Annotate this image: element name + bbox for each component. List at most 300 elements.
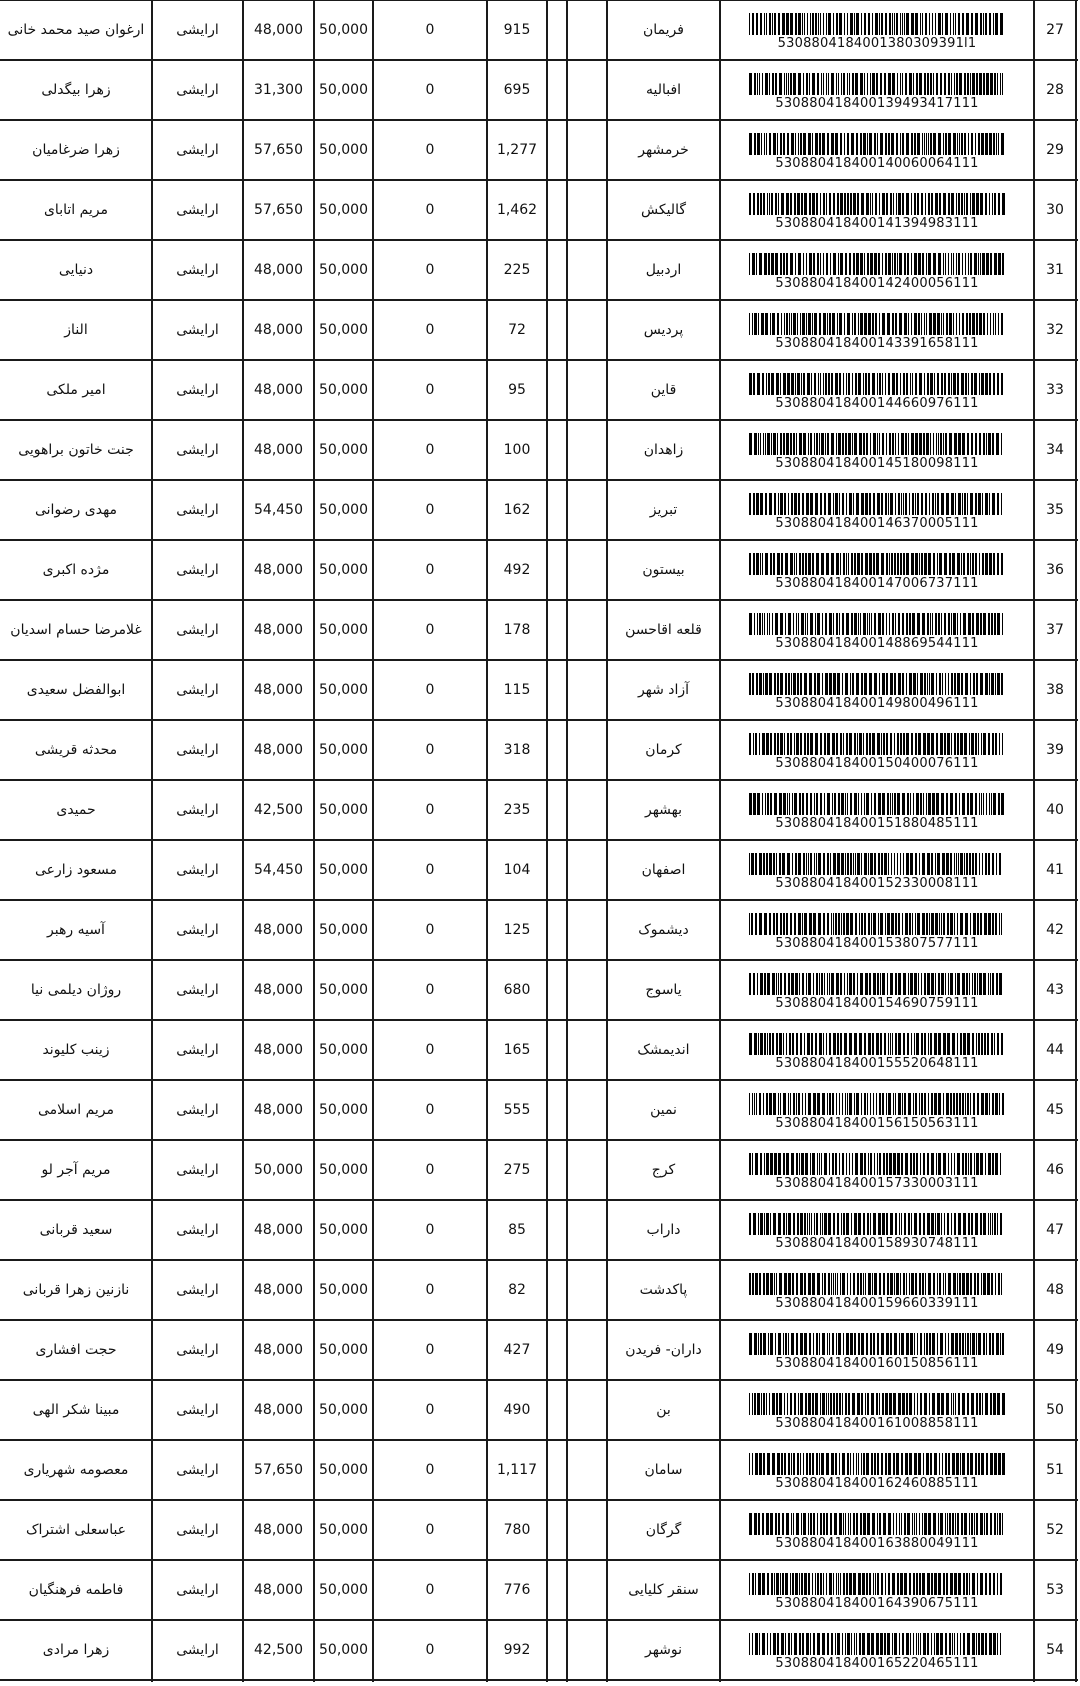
cell-amount: 48,000 [254,1402,303,1418]
cell-category: ارایشی [176,622,219,638]
cell-amount: 57,650 [254,1462,303,1478]
cell-qty: 915 [503,22,531,38]
cell-barcode [720,1020,1034,1080]
barcode-number: 530880418400154690759111 [775,996,979,1011]
barcode-bars [749,1093,1005,1115]
cell-col-b [547,1620,567,1680]
cell-barcode [720,1260,1034,1320]
barcode-bars [749,913,1005,935]
cell-no: 42 [1046,922,1064,938]
cell-zero: 0 [425,562,435,578]
cell-barcode [720,780,1034,840]
cell-no: 43 [1046,982,1064,998]
cell-barcode [720,1500,1034,1560]
barcode-number: 530880418400161008858111 [775,1416,979,1431]
barcode-bars [749,133,1005,155]
barcode-bars [749,13,1005,35]
cell-name: حمیدی [56,802,96,818]
barcode-bars [749,793,1005,815]
cell-col-a [567,1200,607,1260]
cell-price: 50,000 [319,922,368,938]
cell-category: ارایشی [176,742,219,758]
cell-name: عباسعلی اشتراک [25,1522,127,1538]
cell-qty: 680 [503,982,531,998]
barcode-number: 530880418400139493417111 [775,96,979,111]
cell-price: 50,000 [319,982,368,998]
cell-amount: 48,000 [254,982,303,998]
barcode-bars [749,733,1005,755]
barcode-bars [749,853,1005,875]
cell-col-a [567,300,607,360]
cell-amount: 48,000 [254,742,303,758]
cell-no: 54 [1046,1642,1064,1658]
cell-city: گرگان [645,1522,682,1538]
cell-category: ارایشی [176,262,219,278]
cell-price: 50,000 [319,1342,368,1358]
cell-col-a [567,660,607,720]
cell-name: مسعود زارعی [34,862,118,878]
cell-price: 50,000 [319,1162,368,1178]
barcode-bars [749,1153,1005,1175]
table-row [0,180,1078,240]
cell-qty: 125 [503,922,531,938]
cell-col-a [567,480,607,540]
cell-amount: 48,000 [254,1222,303,1238]
cell-no: 35 [1046,502,1064,518]
cell-amount: 48,000 [254,382,303,398]
table-row [0,240,1078,300]
cell-col-a [567,60,607,120]
cell-category: ارایشی [176,862,219,878]
barcode-bars [749,73,1005,95]
cell-amount: 57,650 [254,142,303,158]
cell-city: سامان [644,1462,683,1478]
barcode-bars [749,1573,1005,1595]
table-row [0,360,1078,420]
cell-category: ارایشی [176,1342,219,1358]
table-row [0,780,1078,840]
cell-col-a [567,1500,607,1560]
barcode-bars [749,373,1005,395]
barcode-number: 530880418400142400056111 [775,276,979,291]
table-row [0,540,1078,600]
cell-barcode [720,240,1034,300]
cell-name: زهرا مرادی [42,1642,110,1658]
cell-col-b [547,840,567,900]
cell-barcode [720,600,1034,660]
cell-amount: 48,000 [254,442,303,458]
cell-price: 50,000 [319,622,368,638]
barcode-number: 530880418400156150563111 [775,1116,979,1131]
cell-price: 50,000 [319,1282,368,1298]
cell-city: بیستون [642,562,685,578]
cell-col-b [547,960,567,1020]
barcode-number: 530880418400158930748111 [775,1236,979,1251]
cell-col-a [567,720,607,780]
cell-city: بن [656,1402,671,1418]
cell-amount: 48,000 [254,1102,303,1118]
cell-category: ارایشی [176,142,219,158]
cell-col-b [547,1560,567,1620]
cell-barcode [720,0,1034,60]
cell-name: نازنین زهرا قربانی [22,1282,130,1298]
cell-qty: 225 [503,262,531,278]
cell-no: 37 [1046,622,1064,638]
cell-no: 45 [1046,1102,1064,1118]
cell-price: 50,000 [319,1462,368,1478]
cell-barcode [720,180,1034,240]
cell-qty: 82 [508,1282,526,1298]
barcode-bars [749,673,1005,695]
cell-price: 50,000 [319,1222,368,1238]
cell-barcode [720,900,1034,960]
cell-category: ارایشی [176,802,219,818]
table-row [0,0,1078,60]
cell-name: زینب کلیوند [42,1042,110,1058]
cell-amount: 54,450 [254,862,303,878]
cell-price: 50,000 [319,22,368,38]
cell-zero: 0 [425,442,435,458]
cell-city: داراب [646,1222,681,1238]
cell-no: 49 [1046,1342,1064,1358]
cell-col-a [567,1080,607,1140]
cell-price: 50,000 [319,562,368,578]
table-row [0,900,1078,960]
cell-barcode [720,1620,1034,1680]
barcode-number: 530880418400146370005111 [775,516,979,531]
cell-qty: 780 [503,1522,531,1538]
cell-name: فاطمه فرهنگیان [28,1582,124,1598]
cell-amount: 48,000 [254,1522,303,1538]
cell-col-a [567,780,607,840]
cell-category: ارایشی [176,1222,219,1238]
cell-col-b [547,720,567,780]
cell-category: ارایشی [176,1582,219,1598]
barcode-bars [749,253,1005,275]
cell-no: 33 [1046,382,1064,398]
cell-zero: 0 [425,382,435,398]
cell-name: زهرا بیگدلی [41,82,111,98]
cell-amount: 48,000 [254,1342,303,1358]
cell-zero: 0 [425,1342,435,1358]
cell-col-b [547,540,567,600]
cell-col-a [567,1320,607,1380]
table-row [0,1020,1078,1080]
cell-col-a [567,420,607,480]
cell-zero: 0 [425,1042,435,1058]
cell-name: مریم اسلامی [37,1102,115,1118]
cell-zero: 0 [425,142,435,158]
cell-no: 50 [1046,1402,1064,1418]
barcode-bars [749,1453,1005,1475]
cell-qty: 165 [503,1042,531,1058]
cell-barcode [720,1320,1034,1380]
cell-barcode [720,360,1034,420]
cell-price: 50,000 [319,142,368,158]
barcode-number: 530880418400165220465111 [775,1656,979,1671]
cell-price: 50,000 [319,1102,368,1118]
cell-zero: 0 [425,622,435,638]
cell-category: ارایشی [176,382,219,398]
table-row [0,1560,1078,1620]
cell-city: نمین [650,1102,677,1118]
cell-col-a [567,1560,607,1620]
cell-amount: 48,000 [254,262,303,278]
cell-city: زاهدان [643,442,684,458]
cell-qty: 1,462 [496,202,538,218]
table-row [0,720,1078,780]
cell-col-b [547,600,567,660]
cell-category: ارایشی [176,1462,219,1478]
cell-category: ارایشی [176,322,219,338]
cell-zero: 0 [425,802,435,818]
cell-no: 44 [1046,1042,1064,1058]
cell-price: 50,000 [319,1522,368,1538]
cell-amount: 48,000 [254,1042,303,1058]
cell-city: تبریز [649,502,678,518]
cell-col-b [547,1380,567,1440]
cell-col-a [567,240,607,300]
table-row [0,1500,1078,1560]
table-row [0,960,1078,1020]
cell-name: آسیه رهبر [47,922,105,938]
cell-category: ارایشی [176,502,219,518]
cell-no: 38 [1046,682,1064,698]
cell-col-a [567,0,607,60]
barcode-number: 530880418400153807577111 [775,936,979,951]
cell-barcode [720,420,1034,480]
cell-col-a [567,1020,607,1080]
cell-city: یاسوج [645,982,682,998]
cell-amount: 50,000 [254,1162,303,1178]
cell-city: افبالیه [645,82,682,98]
barcode-number: 530880418400155520648111 [775,1056,979,1071]
cell-city: خرمشهر [638,142,689,158]
cell-no: 36 [1046,562,1064,578]
barcode-number: 530880418400151880485111 [775,816,979,831]
cell-barcode [720,720,1034,780]
barcode-number: 530880418400145180098111 [775,456,979,471]
cell-zero: 0 [425,82,435,98]
cell-city: نوشهر [644,1642,683,1658]
cell-amount: 57,650 [254,202,303,218]
cell-col-b [547,1080,567,1140]
cell-name: حجت افشاری [35,1342,117,1358]
barcode-number: 530880418400141394983111 [775,216,979,231]
cell-no: 34 [1046,442,1064,458]
cell-city: کرمان [645,742,682,758]
cell-zero: 0 [425,502,435,518]
cell-col-a [567,360,607,420]
barcode-bars [749,1633,1005,1655]
cell-city: اندیمشک [637,1042,690,1058]
barcode-bars [749,1033,1005,1055]
cell-qty: 1,117 [496,1462,538,1478]
cell-zero: 0 [425,262,435,278]
cell-price: 50,000 [319,322,368,338]
cell-no: 29 [1046,142,1064,158]
cell-category: ارایشی [176,1102,219,1118]
cell-amount: 48,000 [254,22,303,38]
cell-col-a [567,120,607,180]
cell-zero: 0 [425,1222,435,1238]
cell-qty: 95 [508,382,526,398]
cell-no: 52 [1046,1522,1064,1538]
cell-zero: 0 [425,982,435,998]
table-row [0,300,1078,360]
cell-no: 28 [1046,82,1064,98]
cell-col-b [547,1200,567,1260]
table-row [0,1140,1078,1200]
barcode-number: 530880418400144660976111 [775,396,979,411]
barcode-number: 530880418400159660339111 [775,1296,979,1311]
cell-col-b [547,900,567,960]
cell-amount: 48,000 [254,322,303,338]
barcode-bars [749,1333,1005,1355]
barcode-bars [749,1213,1005,1235]
cell-qty: 275 [503,1162,531,1178]
cell-price: 50,000 [319,82,368,98]
barcode-bars [749,1273,1005,1295]
cell-qty: 162 [503,502,531,518]
cell-name: ابوالفضل سعیدی [26,682,126,698]
cell-category: ارایشی [176,1522,219,1538]
cell-no: 27 [1046,22,1064,38]
cell-amount: 48,000 [254,622,303,638]
table-row [0,120,1078,180]
cell-amount: 42,500 [254,1642,303,1658]
cell-barcode [720,660,1034,720]
cell-no: 39 [1046,742,1064,758]
cell-barcode [720,1380,1034,1440]
cell-qty: 115 [503,682,531,698]
cell-amount: 48,000 [254,682,303,698]
cell-qty: 85 [508,1222,526,1238]
cell-price: 50,000 [319,1642,368,1658]
cell-zero: 0 [425,922,435,938]
cell-zero: 0 [425,742,435,758]
cell-qty: 100 [503,442,531,458]
cell-zero: 0 [425,322,435,338]
table-row [0,420,1078,480]
cell-no: 53 [1046,1582,1064,1598]
cell-city: پردیس [643,322,684,338]
cell-no: 41 [1046,862,1064,878]
cell-zero: 0 [425,1522,435,1538]
cell-qty: 72 [508,322,526,338]
cell-city: سنقر کلیایی [628,1582,699,1598]
barcode-bars [749,313,1005,335]
cell-name: امیر ملکی [46,382,106,398]
barcode-number: 530880418400163880049111 [775,1536,979,1551]
cell-col-b [547,780,567,840]
cell-name: ارغوان صید محمد خانی [7,22,145,38]
cell-price: 50,000 [319,1402,368,1418]
table-row [0,1380,1078,1440]
cell-no: 30 [1046,202,1064,218]
cell-col-b [547,180,567,240]
cell-qty: 992 [503,1642,531,1658]
cell-city: قلعه اقاحسن [625,622,702,638]
cell-city: اردبیل [645,262,682,278]
cell-name: دنیایی [58,262,94,278]
cell-barcode [720,60,1034,120]
cell-amount: 48,000 [254,922,303,938]
barcode-bars [749,493,1005,515]
table-row [0,660,1078,720]
barcode-bars [749,553,1005,575]
cell-category: ارایشی [176,682,219,698]
cell-category: ارایشی [176,1162,219,1178]
cell-qty: 490 [503,1402,531,1418]
cell-col-b [547,120,567,180]
cell-name: روژان دیلمی نیا [30,982,122,998]
cell-col-b [547,60,567,120]
cell-city: کرج [651,1162,676,1178]
cell-barcode [720,120,1034,180]
cell-city: داران- فریدن [625,1342,702,1358]
cell-city: اصفهان [641,862,686,878]
cell-price: 50,000 [319,682,368,698]
cell-col-a [567,540,607,600]
barcode-number: 530880418400152330008111 [775,876,979,891]
cell-col-a [567,900,607,960]
cell-name: سعید قربانی [39,1222,113,1238]
cell-category: ارایشی [176,22,219,38]
cell-category: ارایشی [176,1042,219,1058]
cell-barcode [720,540,1034,600]
table-row [0,1620,1078,1680]
cell-zero: 0 [425,1462,435,1478]
barcode-bars [749,973,1005,995]
cell-name: جنت خاتون براهویی [18,442,134,458]
cell-barcode [720,960,1034,1020]
cell-no: 31 [1046,262,1064,278]
cell-col-a [567,960,607,1020]
cell-col-b [547,1500,567,1560]
cell-col-a [567,1260,607,1320]
cell-col-a [567,1380,607,1440]
cell-no: 46 [1046,1162,1064,1178]
cell-qty: 492 [503,562,531,578]
cell-city: قاین [650,382,677,398]
cell-no: 40 [1046,802,1064,818]
barcode-number: 530880418400160150856111 [775,1356,979,1371]
barcode-number: 530880418400149800496111 [775,696,979,711]
cell-zero: 0 [425,1402,435,1418]
cell-category: ارایشی [176,202,219,218]
barcode-number: 530880418400150400076111 [775,756,979,771]
cell-col-b [547,1320,567,1380]
cell-no: 48 [1046,1282,1064,1298]
cell-price: 50,000 [319,742,368,758]
barcode-number: 5308804184001380309391l1 [777,36,977,51]
cell-name: مبینا شکر الهی [32,1402,120,1418]
cell-qty: 1,277 [496,142,538,158]
cell-category: ارایشی [176,442,219,458]
cell-col-b [547,1020,567,1080]
cell-col-b [547,300,567,360]
cell-zero: 0 [425,22,435,38]
cell-barcode [720,1440,1034,1500]
table-row [0,1080,1078,1140]
cell-amount: 31,300 [254,82,303,98]
cell-name: مریم آجر لو [41,1162,111,1178]
barcode-bars [749,1513,1005,1535]
cell-barcode [720,480,1034,540]
cell-qty: 695 [503,82,531,98]
cell-city: بهشهر [644,802,683,818]
